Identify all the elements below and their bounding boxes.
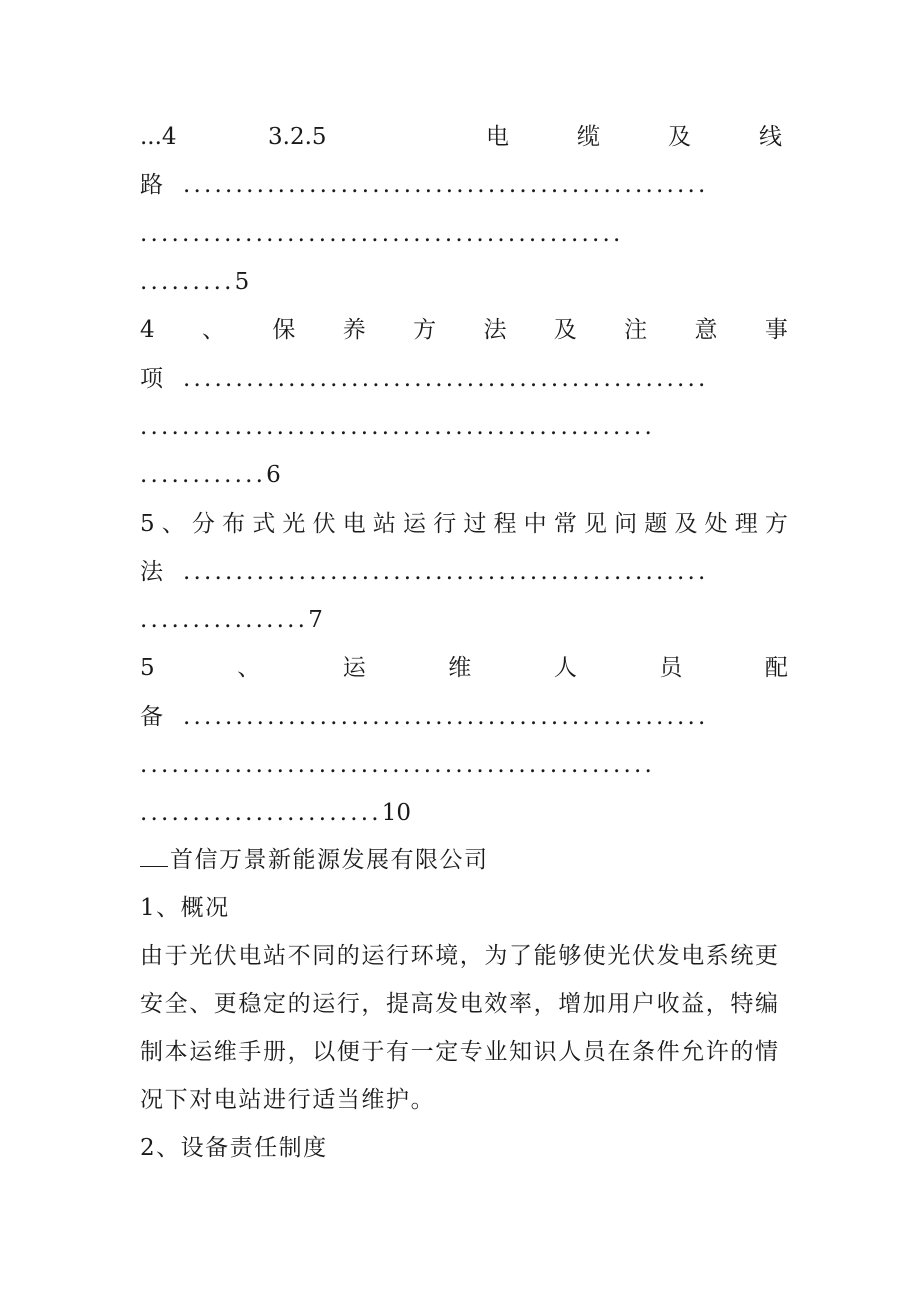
toc-word: 方	[764, 511, 788, 537]
toc-leader-dots: ................	[140, 607, 309, 633]
toc-leader-dots: .......................	[140, 800, 382, 826]
toc-item-325-line3	[140, 214, 788, 254]
toc-word: 光	[282, 511, 306, 537]
toc-word: 见	[583, 511, 607, 537]
toc-word: 运	[403, 511, 427, 537]
toc-word: 电	[342, 511, 366, 537]
toc-leader-dots: .................................................	[140, 752, 656, 778]
toc-word: 5	[140, 655, 155, 681]
section-heading: 1、概况	[140, 895, 230, 921]
toc-word: 及	[674, 511, 698, 537]
toc-word: 程	[493, 511, 517, 537]
toc-word: 、	[161, 511, 185, 537]
toc-item-4-line3	[140, 407, 788, 447]
company-line	[140, 840, 788, 880]
section-1-paragraph-line	[140, 1032, 788, 1072]
toc-word: 过	[463, 511, 487, 537]
toc-word: 养	[342, 317, 366, 343]
toc-word: 法	[483, 317, 507, 343]
toc-word: 运	[342, 655, 366, 681]
toc-wrap-char: 法	[140, 559, 163, 585]
toc-item-325-line2	[140, 165, 788, 205]
toc-item-325-line4	[140, 262, 788, 302]
toc-word: 常	[553, 511, 577, 537]
toc-word: 意	[694, 317, 718, 343]
toc-leader-dots: ..................................................	[183, 172, 709, 198]
toc-word: 线	[759, 124, 782, 150]
toc-word: 配	[764, 655, 788, 681]
toc-page-number: 5	[234, 269, 250, 295]
toc-leader-dots: .........	[140, 269, 235, 295]
toc-item-325-line1	[140, 117, 788, 157]
toc-word: 题	[644, 511, 668, 537]
toc-item-5b-line2	[140, 697, 788, 737]
toc-wrap-char: 项	[140, 366, 163, 392]
toc-item-4-line1	[140, 310, 788, 350]
toc-word: 人	[553, 655, 577, 681]
toc-number: 3.2.5	[268, 124, 327, 150]
toc-item-5b-line4	[140, 793, 788, 833]
toc-word: 处	[704, 511, 728, 537]
toc-word: 分	[191, 511, 215, 537]
paragraph-text: 由于光伏电站不同的运行环境，为了能够使光伏发电系统更	[140, 943, 780, 969]
toc-leader-dots: ..............................................	[140, 221, 624, 247]
toc-page-number: 6	[266, 462, 281, 488]
toc-word: 及	[553, 317, 577, 343]
section-1-heading	[140, 888, 788, 928]
toc-word: 事	[764, 317, 788, 343]
underline-lead	[140, 840, 168, 867]
toc-word: 维	[448, 655, 472, 681]
toc-item-5a-line3	[140, 600, 788, 640]
section-1-paragraph-line	[140, 936, 788, 976]
toc-word: 保	[272, 317, 296, 343]
toc-wrap-char: 备	[140, 704, 163, 730]
toc-leader-dots: ..................................................	[183, 559, 709, 585]
toc-word: 4	[140, 317, 155, 343]
section-2-heading	[140, 1128, 788, 1168]
toc-word: 方	[413, 317, 437, 343]
paragraph-text: 安全、更稳定的运行，提高发电效率，增加用户收益，特编	[140, 991, 780, 1017]
toc-wrap-char: 路	[140, 172, 163, 198]
toc-page-number: 7	[308, 607, 323, 633]
toc-word: 、	[237, 655, 261, 681]
toc-word: 及	[668, 124, 691, 150]
toc-word: 电	[486, 124, 509, 150]
toc-item-4-line4	[140, 455, 788, 495]
toc-word: 伏	[312, 511, 336, 537]
toc-leader-dots: .................................................	[140, 414, 656, 440]
toc-prefix: ...4	[140, 124, 177, 150]
toc-word: 问	[614, 511, 638, 537]
toc-leader-dots: ............	[140, 462, 267, 488]
toc-word: 缆	[577, 124, 600, 150]
toc-word: 式	[252, 511, 276, 537]
toc-item-5b-line1	[140, 648, 788, 688]
toc-item-5a-line2	[140, 552, 788, 592]
section-heading: 2、设备责任制度	[140, 1135, 328, 1161]
paragraph-text: 制本运维手册，以便于有一定专业知识人员在条件允许的情	[140, 1039, 780, 1065]
toc-word: 行	[433, 511, 457, 537]
paragraph-text: 况下对电站进行适当维护。	[140, 1087, 436, 1113]
section-1-paragraph-line	[140, 1080, 788, 1120]
toc-word: 站	[372, 511, 396, 537]
toc-word: 5	[140, 511, 155, 537]
toc-word: 、	[202, 317, 225, 343]
toc-word: 员	[659, 655, 683, 681]
toc-item-5a-line1	[140, 504, 788, 544]
toc-page-number: 10	[381, 800, 412, 826]
toc-word: 布	[222, 511, 246, 537]
section-1-paragraph-line	[140, 984, 788, 1024]
toc-item-4-line2	[140, 359, 788, 399]
toc-word: 注	[624, 317, 648, 343]
toc-word: 理	[734, 511, 758, 537]
toc-leader-dots: ..................................................	[183, 704, 709, 730]
company-name: 首信万景新能源发展有限公司	[170, 847, 489, 873]
toc-word: 中	[523, 511, 547, 537]
toc-leader-dots: ..................................................	[183, 366, 709, 392]
toc-item-5b-line3	[140, 745, 788, 785]
